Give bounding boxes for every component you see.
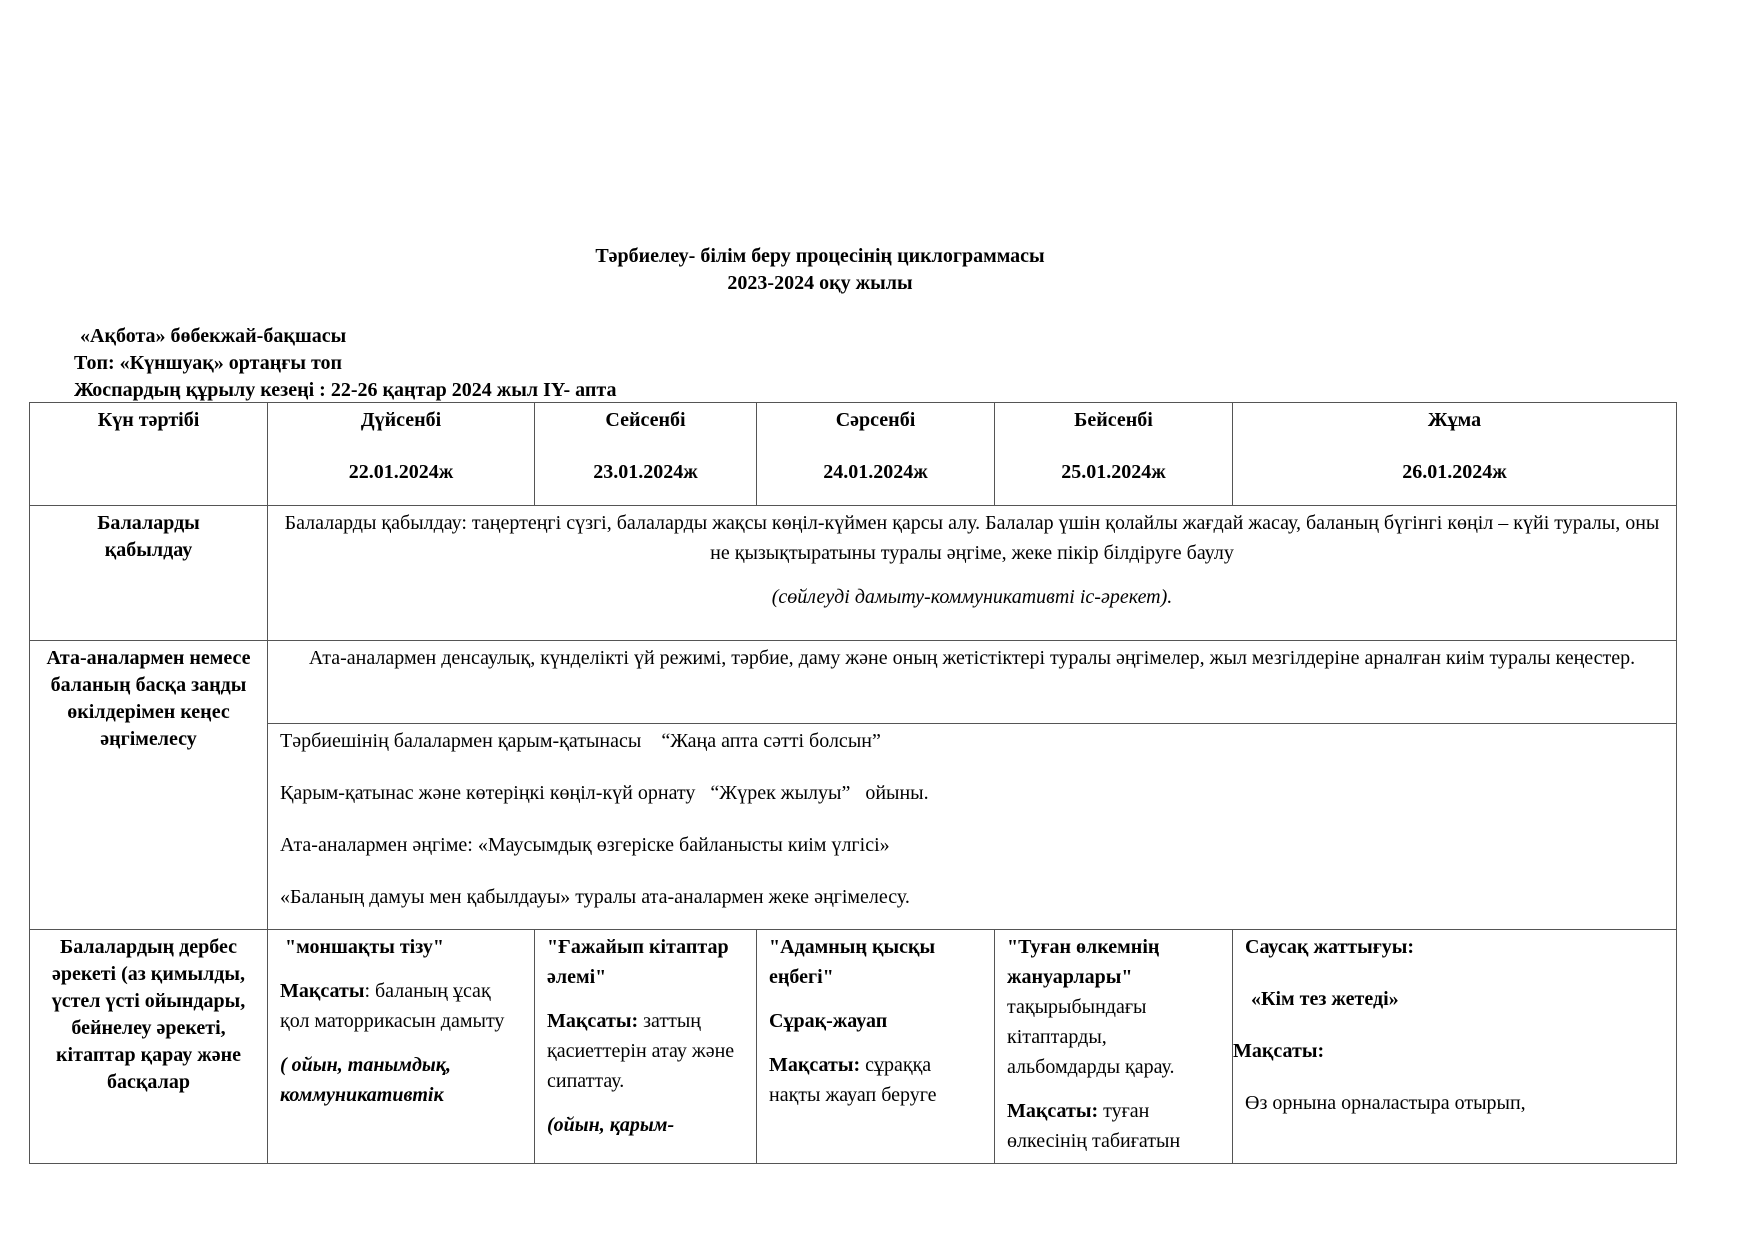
activity-title: "Ғажайып кітаптар әлемі" [547,936,729,988]
day-date: 24.01.2024ж [823,461,928,483]
reception-label-cell [30,506,268,641]
header-day-cell [995,403,1233,506]
activity-note: (ойын, қарым- [547,1114,675,1136]
goal-text: заттың қасиеттерін атау және сипаттау. [547,1010,735,1092]
activity-fri-cell [1233,930,1677,1164]
parents-row-bottom [30,724,1677,930]
reception-row [30,506,1677,641]
day-name: Дүйсенбі [360,409,442,431]
parents-label: Ата-аналармен немесе баланың басқа заңды өкілдерімен кеңес әңгімелесу [46,647,251,750]
activity-title: Саусақ жаттығуы: [1245,936,1415,958]
day-name: Жұма [1427,409,1482,431]
header-day-cell [757,403,995,506]
reception-content-cell [268,506,1677,641]
reception-note: (сөйлеуді дамыту-коммуникативті іс-әрекет). [771,586,1173,608]
activity-subtitle: Сұрақ-жауап [769,1010,888,1032]
activity-goal [1007,1096,1220,1156]
goal-label: Мақсаты [280,980,365,1002]
day-date: 25.01.2024ж [1061,461,1166,483]
day-name: Сейсенбі [605,409,686,431]
plan-period: Жоспардың құрылу кезеңі : 22-26 қаңтар 2024 жыл IY- апта [74,379,617,401]
parents-line: Қарым-қатынас және көтеріңкі көңіл-күй орнату “Жүрек жылуы” ойыны. [280,782,929,804]
activity-goal [280,976,522,1036]
activity-mon-cell [268,930,535,1164]
parents-line: «Баланың дамуы мен қабылдауы» туралы ата-аналармен жеке әңгімелесу. [280,886,910,908]
parents-top-cell [268,641,1677,724]
activity-goal [547,1006,744,1096]
activity-title: "моншақты тізу" [280,936,444,958]
header-day-cell [535,403,757,506]
activity-title: "Адамның қысқы еңбегі" [769,936,936,988]
goal-text: сұраққа нақты жауап беруге [769,1054,937,1106]
goal-text: туған өлкесінің табиғатын [1007,1100,1181,1152]
activity-tue-cell [535,930,757,1164]
activity-row [30,930,1677,1164]
activity-wed-cell [757,930,995,1164]
group-name: Топ: «Күншуақ» ортаңғы топ [74,352,343,374]
day-name: Бейсенбі [1074,409,1153,431]
parents-line: Ата-аналармен әңгіме: «Маусымдық өзгеріске байланысты киім үлгісі» [280,834,890,856]
parents-label-cell [30,641,268,930]
reception-label-line-2: қабылдау [104,539,193,561]
parents-line: Тәрбиешінің балалармен қарым-қатынасы “Жаңа апта сәтті болсын” [280,730,881,752]
kindergarten-name: «Ақбота» бөбекжай-бақшасы [80,325,347,347]
reception-text: Балаларды қабылдау: таңертеңгі сүзгі, балаларды жақсы көңіл-күймен қарсы алу. Балалар үшін қолайлы жағдай жасау, баланың бүгінгі көңіл – күйі туралы, оны не қызықтыратыны туралы әңгіме, жеке пікір білдіруге баулу [284,512,1660,564]
header-schedule-cell [30,403,268,506]
header-day-cell [1233,403,1677,506]
goal-label: Мақсаты: [1007,1100,1099,1122]
day-date: 22.01.2024ж [348,461,454,483]
reception-label-line-1: Балаларды [97,512,200,534]
document-meta [74,323,616,404]
parents-lines-cell [268,724,1677,930]
goal-label: Мақсаты: [769,1054,861,1076]
title-line-1: Тәрбиелеу- білім беру процесінің циклограммасы [595,245,1045,267]
day-name: Сәрсенбі [835,409,916,431]
activity-goal [769,1050,982,1110]
parents-top-text: Ата-аналармен денсаулық, күнделікті үй режимі, тәрбие, даму және оның жетістіктері туралы әңгімелер, жыл мезгілдеріне арналған киім туралы кеңестер. [308,647,1636,669]
activity-label-cell [30,930,268,1164]
title-bold: "Туған өлкемнің жануарлары" [1007,936,1160,988]
goal-text: Өз орнына орналастыра отырып, [1245,1092,1526,1114]
cyclogram-table [29,402,1677,1164]
document-title [0,243,1640,297]
parents-row-top [30,641,1677,724]
header-day-cell [268,403,535,506]
activity-thu-cell [995,930,1233,1164]
day-date: 23.01.2024ж [593,461,698,483]
goal-label: Мақсаты: [547,1010,639,1032]
activity-subtitle: «Кім тез жетеді» [1251,988,1399,1010]
title-line-2: 2023-2024 оқу жылы [727,272,913,294]
activity-label: Балалардың дербес әрекеті (аз қимылды, үстел үсті ойындары, бейнелеу әрекеті, кітаптар қарау және басқалар [51,936,246,1093]
header-schedule-label: Күн тәртібі [97,409,200,431]
header-row [30,403,1677,506]
activity-title [1007,932,1220,1082]
goal-label: Мақсаты: [1233,1040,1325,1062]
activity-note: ( ойын, танымдық, коммуникативтік [280,1054,451,1106]
day-date: 26.01.2024ж [1402,461,1507,483]
goal-text: : баланың ұсақ қол маторрикасын дамыту [280,980,505,1032]
title-rest: тақырыбындағы кітаптарды, альбомдарды қарау. [1007,996,1175,1078]
